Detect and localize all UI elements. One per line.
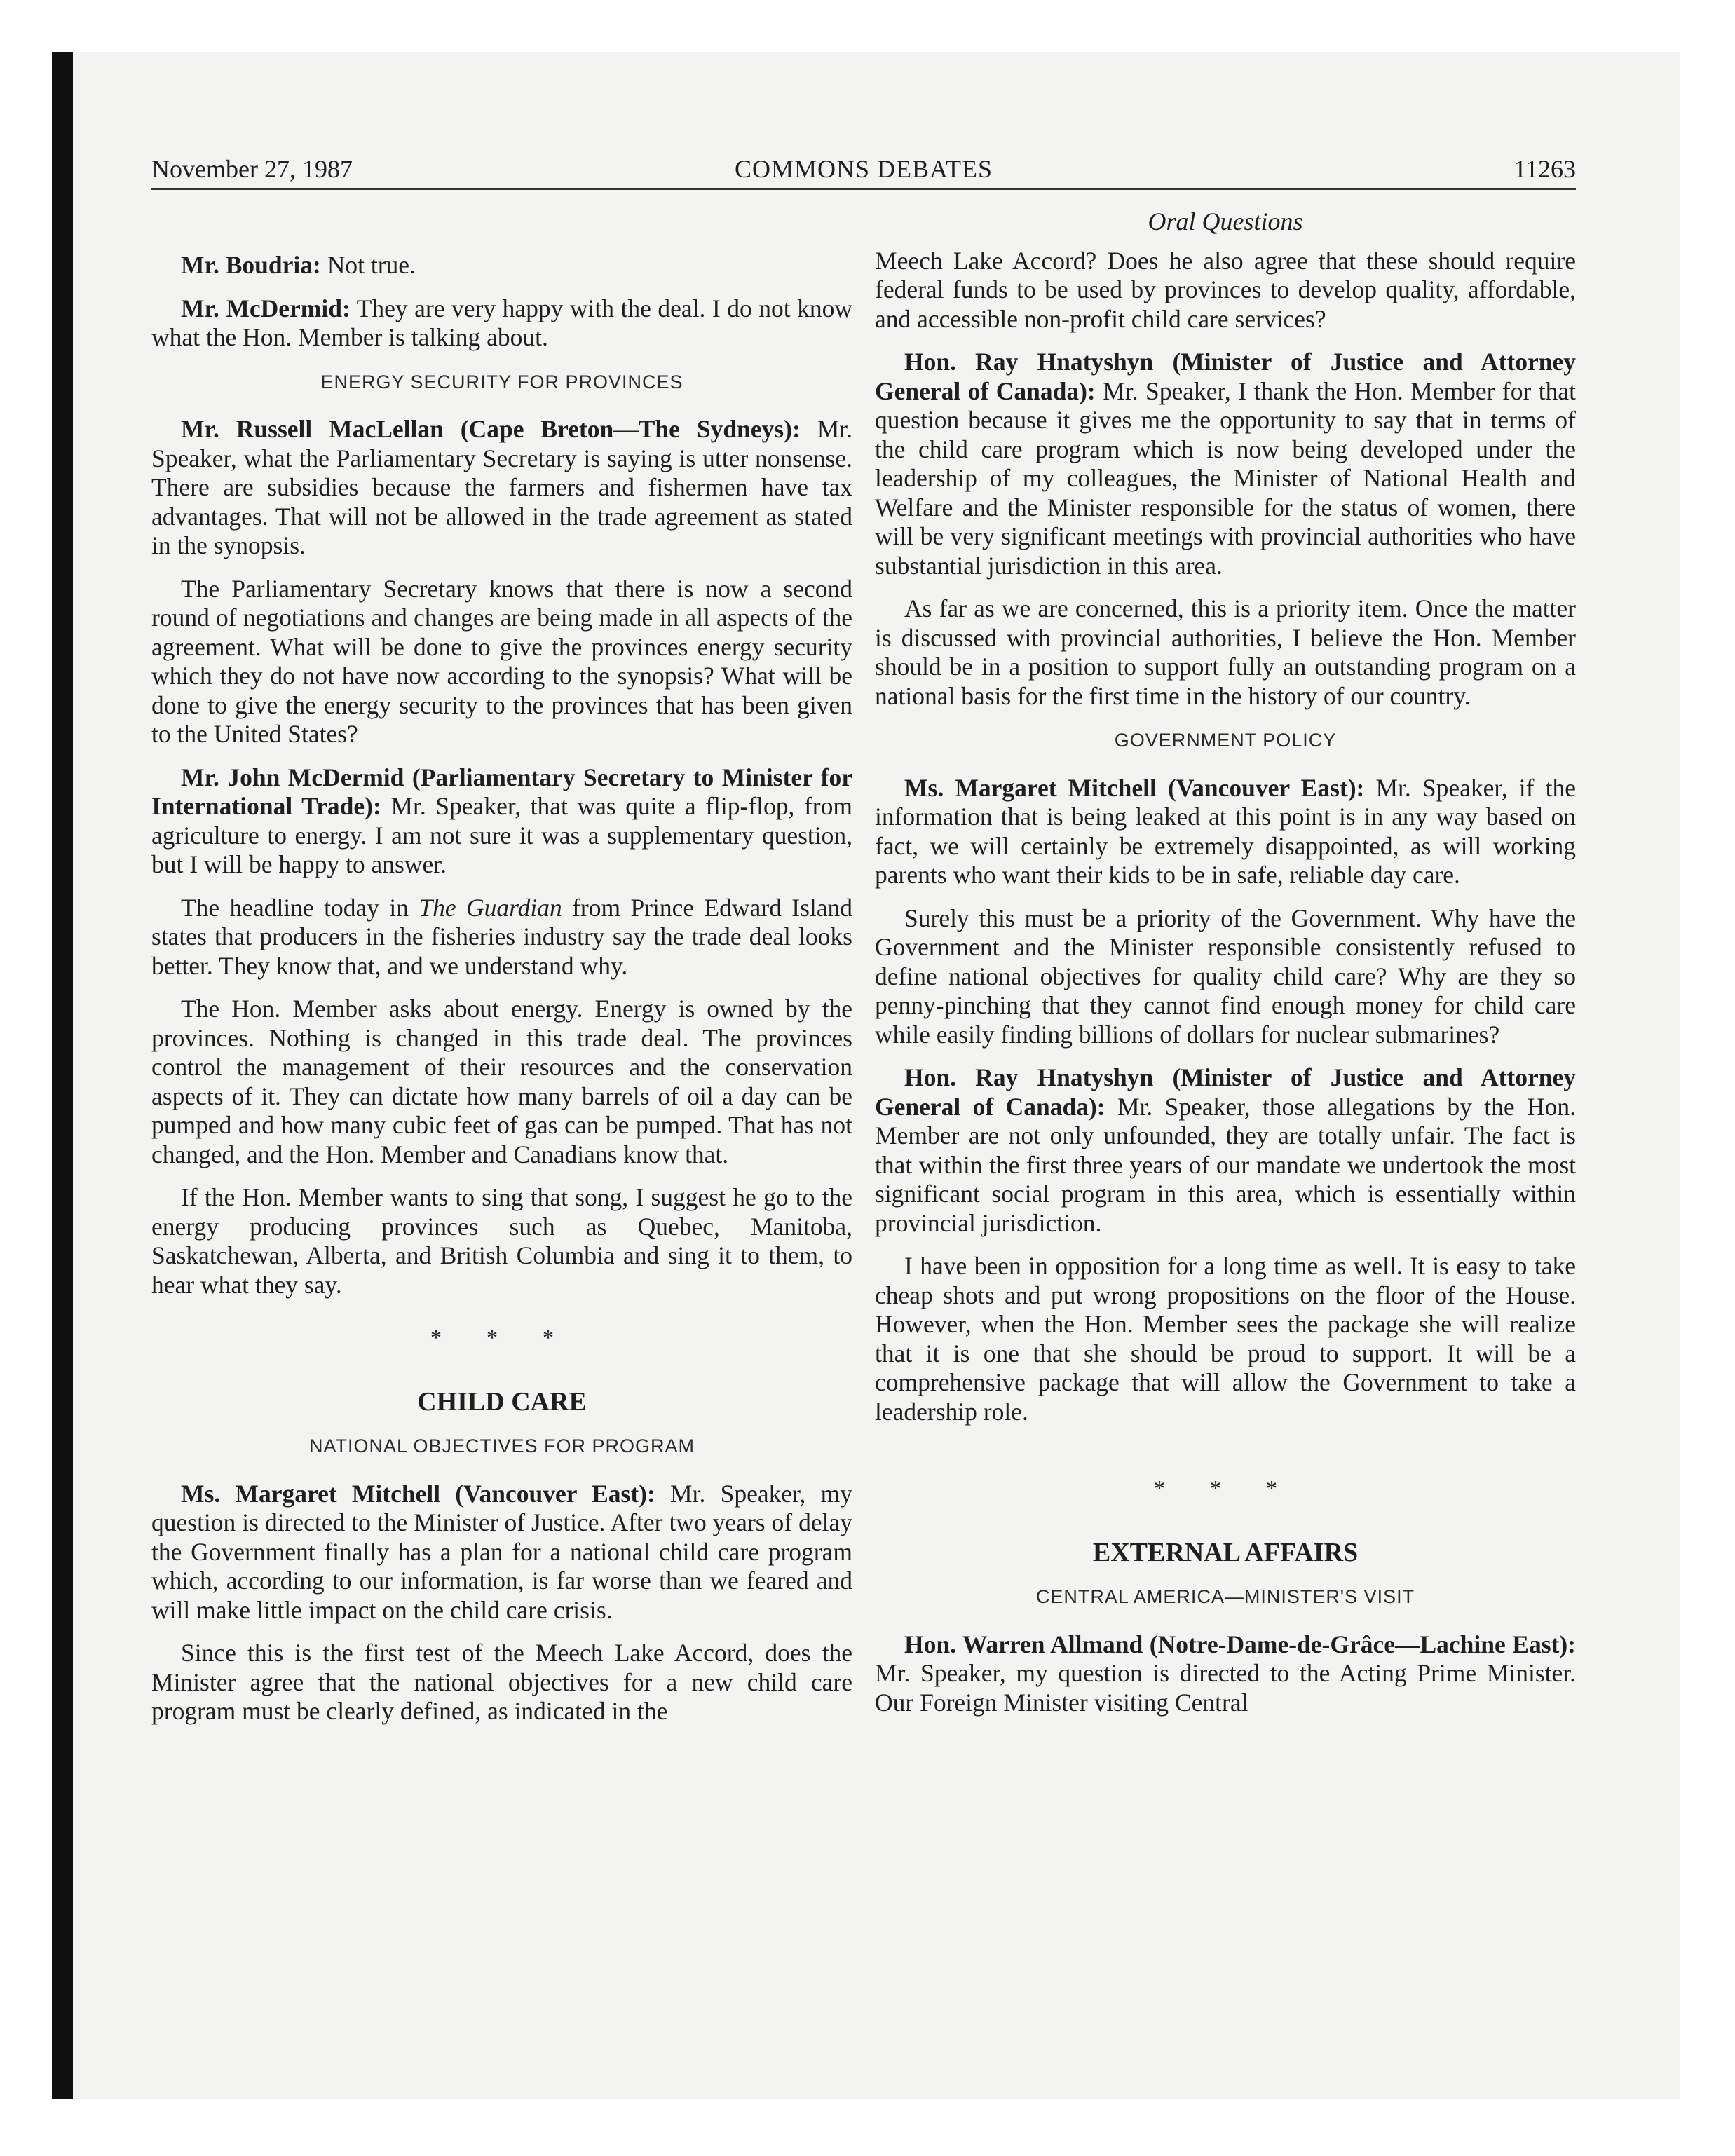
paragraph: Hon. Warren Allmand (Notre-Dame-de-Grâce—Lachine East): Mr. Speaker, my question is directed to the Acting Prime Minister. Our Foreign Minister visiting Central — [875, 1630, 1576, 1717]
speaker-name: Ms. Margaret Mitchell (Vancouver East): — [181, 1479, 655, 1508]
paragraph: Hon. Ray Hnatyshyn (Minister of Justice and Attorney General of Canada): Mr. Speaker, those allegations by the Hon. Member are not only unfounded, they are totally unfair. The fact is that within the first three years of our mandate we undertook the most significant social program in this area, which is essentially within provincial jurisdiction. — [875, 1063, 1576, 1237]
header-date: November 27, 1987 — [151, 155, 353, 183]
subheading: ENERGY SECURITY FOR PROVINCES — [320, 371, 683, 393]
speaker-name: Mr. McDermid: — [181, 294, 351, 322]
right-column — [875, 189, 1576, 1731]
paragraph: The headline today in The Guardian from Prince Edward Island states that producers in the fisheries industry say the trade deal looks better. They know that, and we understand why. — [151, 893, 853, 980]
paragraph: Mr. John McDermid (Parliamentary Secretary to Minister for International Trade): Mr. Speaker, that was quite a flip-flop, from agriculture to energy. I am not sure it was a supplementary question, but I will be happy to answer. — [151, 763, 852, 878]
page-header — [151, 150, 1576, 190]
paragraph: Since this is the first test of the Meech Lake Accord, does the Minister agree that the national objectives for a new child care program must be clearly defined, as indicated in the — [151, 1639, 852, 1725]
paragraph: The Parliamentary Secretary knows that there is now a second round of negotiations and changes are being made in all aspects of the agreement. What will be done to give the provinces energy security which they do not have now according to the synopsis? What will be done to give the energy security to the provinces that has been given to the United States? — [151, 574, 852, 748]
speaker-name: Ms. Margaret Mitchell (Vancouver East): — [904, 773, 1365, 802]
paragraph: Ms. Margaret Mitchell (Vancouver East): Mr. Speaker, my question is directed to the Minister of Justice. After two years of delay the Government finally has a plan for a national child care program which, according to our information, is far worse than we feared and will make little impact on the child care crisis. — [151, 1479, 852, 1624]
paragraph: Surely this must be a priority of the Government. Why have the Government and the Minister responsible consistently refused to define national objectives for quality child care? Why are they so penny-pinching that they cannot find enough money for child care while easily finding billions of dollars for nuclear submarines? — [875, 903, 1576, 1049]
paragraph: Mr. McDermid: They are very happy with the deal. I do not know what the Hon. Member is talking about. — [151, 294, 852, 351]
speaker-name: Mr. John McDermid (Parliamentary Secretary to Minister for International Trade): — [151, 763, 852, 820]
paragraph: Hon. Ray Hnatyshyn (Minister of Justice and Attorney General of Canada): Mr. Speaker, I thank the Hon. Member for that question because it gives me the opportunity to say that in terms of the child care program which is now being developed under the leadership of my colleagues, the Minister of National Health and Welfare and the Minister responsible for the status of women, there will be very significant meetings with provincial authorities who have substantial jurisdiction in this area. — [875, 348, 1576, 580]
paragraph: As far as we are concerned, this is a priority item. Once the matter is discussed with provincial authorities, I believe the Hon. Member should be in a position to support fully an outstanding program on a national basis for the first time in the history of our country. — [875, 594, 1576, 710]
speaker-name: Mr. Boudria: — [181, 251, 321, 279]
paragraph: Mr. Russell MacLellan (Cape Breton—The Sydneys): Mr. Speaker, what the Parliamentary Secretary is saying is utter nonsense. There are subsidies because the farmers and fishermen have tax advantages. That will not be allowed in the trade agreement as stated in the synopsis. — [151, 415, 852, 559]
header-title: COMMONS DEBATES — [734, 155, 993, 183]
subheading: GOVERNMENT POLICY — [1114, 730, 1337, 751]
running-head: Oral Questions — [1148, 207, 1303, 236]
subheading: NATIONAL OBJECTIVES FOR PROGRAM — [308, 1435, 695, 1456]
scan-edge — [52, 52, 73, 2099]
section-separator: * * * — [1154, 1475, 1297, 1501]
section-heading: CHILD CARE — [417, 1386, 587, 1417]
publication-title: The Guardian — [419, 893, 562, 922]
paragraph: I have been in opposition for a long time as well. It is easy to take cheap shots and put wrong propositions on the floor of the House. However, when the Hon. Member sees the package she will realize that it is one that she should be proud to support. It will be a comprehensive package that will allow the Government to take a leadership role. — [875, 1252, 1576, 1426]
header-page-number: 11263 — [1513, 155, 1576, 183]
left-column — [151, 189, 852, 1740]
paragraph: If the Hon. Member wants to sing that song, I suggest he go to the energy producing provinces such as Quebec, Manitoba, Saskatchewan, Alberta, and British Columbia and sing it to them, to hear what they say. — [151, 1183, 852, 1299]
speaker-name: Hon. Warren Allmand (Notre-Dame-de-Grâce—Lachine East): — [904, 1630, 1576, 1658]
paragraph: Meech Lake Accord? Does he also agree that these should require federal funds to be used by provinces to develop quality, affordable, and accessible non-profit child care services? — [875, 246, 1576, 333]
speaker-name: Hon. Ray Hnatyshyn (Minister of Justice and Attorney General of Canada): — [875, 348, 1576, 405]
section-heading: EXTERNAL AFFAIRS — [1092, 1537, 1359, 1567]
speaker-name: Hon. Ray Hnatyshyn (Minister of Justice and Attorney General of Canada): — [875, 1063, 1576, 1121]
subheading: CENTRAL AMERICA—MINISTER'S VISIT — [1035, 1586, 1415, 1607]
section-separator: * * * — [430, 1325, 573, 1350]
paragraph: Mr. Boudria: Not true. — [181, 251, 416, 279]
paragraph: Ms. Margaret Mitchell (Vancouver East): Mr. Speaker, if the information that is being leaked at this point is in any way based on fact, we will certainly be extremely disappointed, as will working parents who want their kids to be in safe, reliable day care. — [875, 773, 1576, 889]
paragraph: The Hon. Member asks about energy. Energy is owned by the provinces. Nothing is changed in this trade deal. The provinces control the management of their resources and the conservation aspects of it. They can dictate how many barrels of oil a day can be pumped and how many cubic feet of gas can be pumped. That has not changed, and the Hon. Member and Canadians know that. — [151, 995, 852, 1168]
speaker-name: Mr. Russell MacLellan (Cape Breton—The Sydneys): — [181, 415, 801, 443]
